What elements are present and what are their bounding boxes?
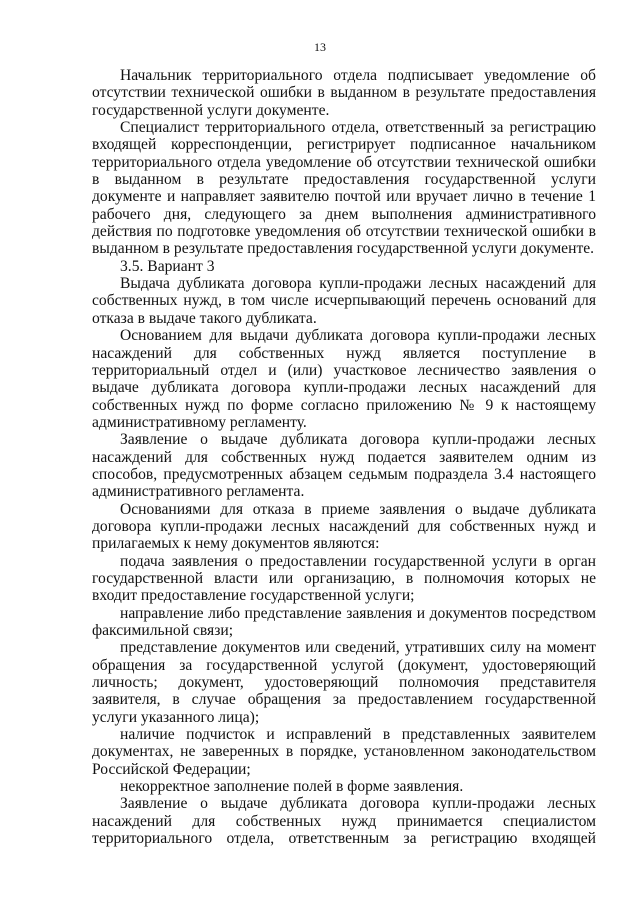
document-body bbox=[92, 67, 596, 847]
list-item-fax-submission: направление либо представление заявления и документов посредством факсимильной связи; bbox=[92, 604, 596, 639]
list-item-incorrect-form-fields: некорректное заполнение полей в форме заявления. bbox=[120, 778, 464, 796]
list-item-expired-documents: представление документов или сведений, утративших силу на момент обращения за государственной услугой (документ, удостоверяющий личность; документ, удостоверяющий полномочия представителя заявителя, в случае обращения за предоставлением государственной услуги указанного лица); bbox=[92, 639, 596, 726]
paragraph-basis-for-issuance: Основанием для выдачи дубликата договора купли-продажи лесных насаждений для собственных нужд является поступление в территориальный отдел и (или) участковое лесничество заявления о выдаче дубликата договора купли-продажи лесных насаждений для собственных нужд по форме согласно приложению № 9 к настоящему административному регламенту. bbox=[92, 327, 596, 431]
list-item-erasures-corrections: наличие подчисток и исправлений в представленных заявителем документах, не заверенных в порядке, установленном законодательством Российской Федерации; bbox=[92, 726, 596, 778]
paragraph-refusal-grounds-intro: Основаниями для отказа в приеме заявления о выдаче дубликата договора купли-продажи лесных насаждений для собственных нужд и прилагаемых к нему документов являются: bbox=[92, 500, 596, 553]
paragraph-duplicate-issuance: Выдача дубликата договора купли-продажи лесных насаждений для собственных нужд, в том числе исчерпывающий перечень оснований для отказа в выдаче такого дубликата. bbox=[92, 275, 596, 327]
list-item-wrong-authority: подача заявления о предоставлении государственной услуги в орган государственной власти или организацию, в полномочия которых не входит предоставление государственной услуги; bbox=[92, 552, 596, 605]
page-number: 13 bbox=[314, 40, 326, 54]
section-heading-variant-3: 3.5. Вариант 3 bbox=[120, 257, 215, 275]
paragraph-chief-signs-notice: Начальник территориального отдела подписывает уведомление об отсутствии технической ошибки в выданном в результате предоставления государственной услуги документе. bbox=[92, 67, 596, 119]
paragraph-application-accepted: Заявление о выдаче дубликата договора купли-продажи лесных насаждений для собственных нужд принимается специалистом территориального отдела, ответственным за регистрацию входящей bbox=[92, 795, 596, 848]
paragraph-application-submission: Заявление о выдаче дубликата договора купли-продажи лесных насаждений для собственных нужд подается заявителем одним из способов, предусмотренных абзацем седьмым подраздела 3.4 настоящего административного регламента. bbox=[92, 431, 596, 501]
paragraph-specialist-registers-notice: Специалист территориального отдела, ответственный за регистрацию входящей корреспонденции, регистрирует подписанное начальником территориального отдела уведомление об отсутствии технической ошибки в выданном в результате предоставления государственной услуги документе и направляет заявителю почтой или вручает лично в течение 1 рабочего дня, следующего за днем выполнения административного действия по подготовке уведомления об отсутствии технической ошибки в выданном в результате предоставления государственной услуги документе. bbox=[92, 119, 596, 258]
